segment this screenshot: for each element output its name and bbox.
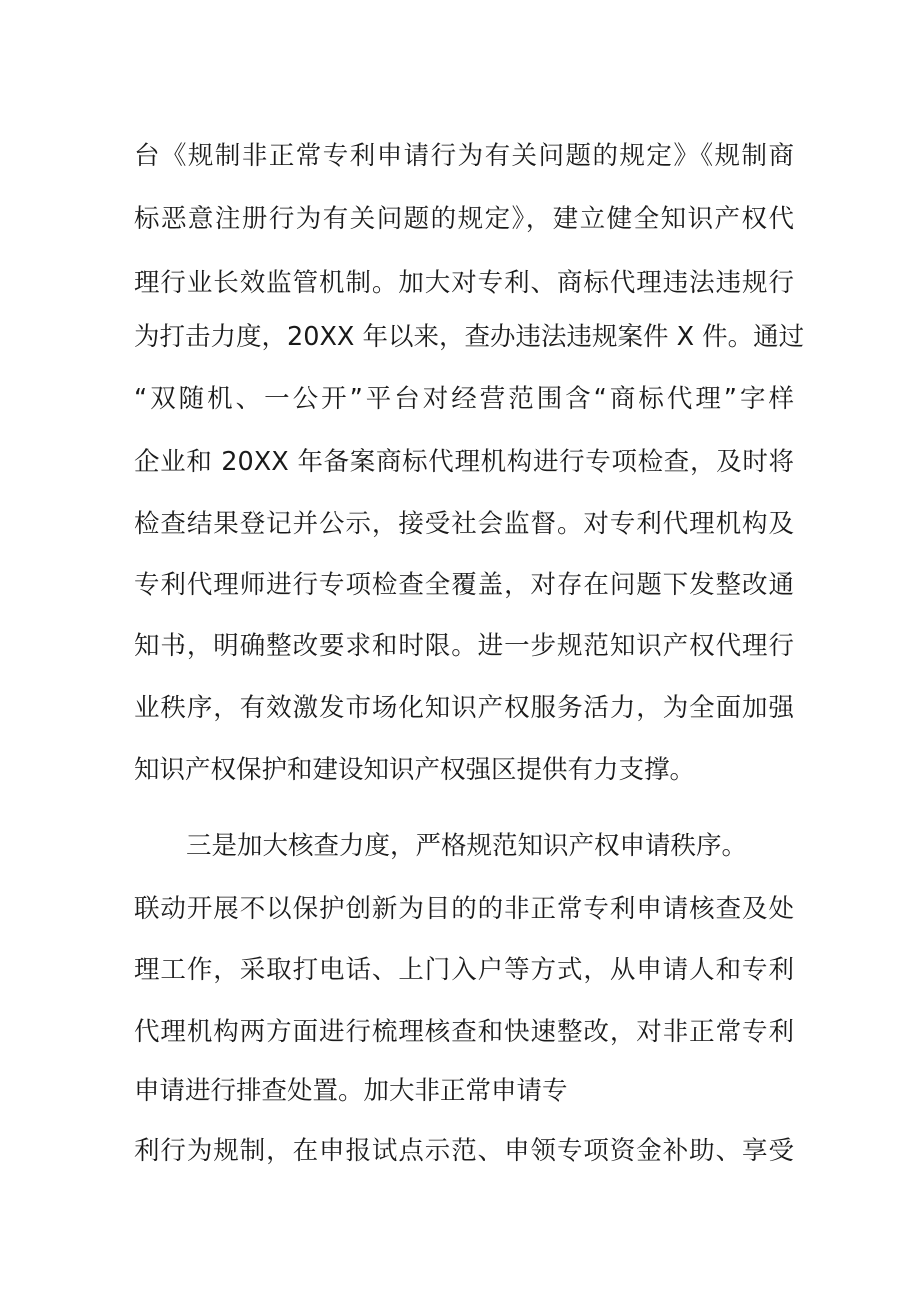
text-line: 理行业长效监管机制。加大对专利、商标代理违法违规行 [134, 268, 794, 298]
text-line: 检查结果登记并公示，接受社会监督。对专利代理机构及 [134, 509, 794, 539]
text-line: 知书，明确整改要求和时限。进一步规范知识产权代理行 [134, 631, 794, 661]
section-heading: 三是加大核查力度，严格规范知识产权申请秩序。 [186, 831, 748, 861]
text-line: 台《规制非正常专利申请行为有关问题的规定》《规制商 [134, 141, 794, 171]
text-line: 标恶意注册行为有关问题的规定》，建立健全知识产权代 [134, 204, 794, 234]
text-line: 业秩序，有效激发市场化知识产权服务活力，为全面加强 [134, 693, 794, 723]
text-line: 企业和 20XX 年备案商标代理机构进行专项检查，及时将 [134, 447, 794, 477]
text-line: 利行为规制，在申报试点示范、申领专项资金补助、享受 [134, 1136, 794, 1166]
text-line: 理工作，采取打电话、上门入户等方式，从申请人和专利 [134, 955, 794, 985]
text-line: 联动开展不以保护创新为目的的非正常专利申请核查及处 [134, 894, 794, 924]
text-line: 为打击力度，20XX 年以来，查办违法违规案件 X 件。通过 [134, 322, 805, 352]
text-line: “双随机、一公开”平台对经营范围含“商标代理”字样 [134, 384, 794, 414]
text-line: 知识产权保护和建设知识产权强区提供有力支撑。 [134, 755, 696, 785]
text-line: 代理机构两方面进行梳理核查和快速整改，对非正常专利 [134, 1017, 794, 1047]
text-line: 专利代理师进行专项检查全覆盖，对存在问题下发整改通 [134, 570, 794, 600]
text-line: 申请进行排查处置。加大非正常申请专 [134, 1076, 568, 1106]
